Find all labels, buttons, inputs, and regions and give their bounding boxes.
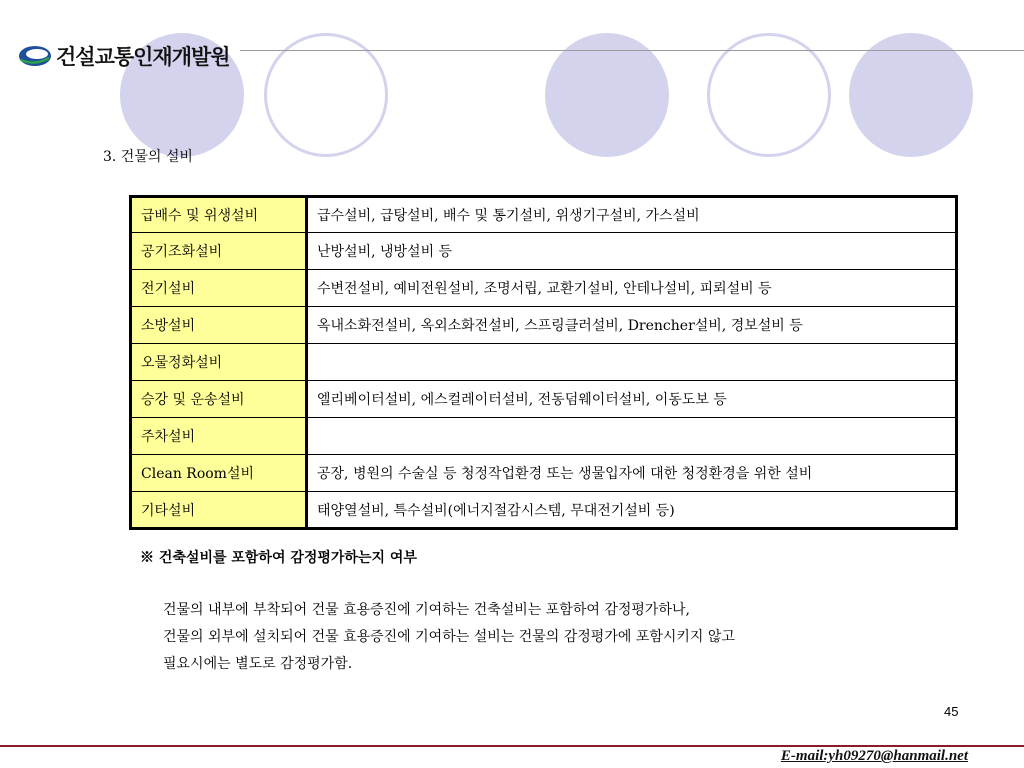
- description-cell: 엘리베이터설비, 에스컬레이터설비, 전동덤웨이터설비, 이동도보 등: [307, 381, 957, 418]
- decorative-circle-2: [264, 33, 388, 157]
- org-logo-icon: [18, 44, 52, 68]
- table-row: [131, 381, 957, 418]
- org-name: 건설교통인재개발원: [56, 45, 230, 69]
- section-title: 3. 건물의 설비: [103, 149, 193, 165]
- description-cell: 수변전설비, 예비전원설비, 조명서립, 교환기설비, 안테나설비, 피뢰설비 등: [307, 270, 957, 307]
- description-cell: [307, 344, 957, 381]
- note-paragraph: [163, 597, 735, 678]
- table-row: [131, 233, 957, 270]
- category-cell: 오물정화설비: [131, 344, 307, 381]
- table-row: [131, 344, 957, 381]
- footer-rule: [0, 745, 1024, 747]
- page-number: 45: [944, 704, 959, 719]
- note-line: 필요시에는 별도로 감정평가함.: [163, 656, 353, 672]
- description-cell: 태양열설비, 특수설비(에너지절감시스템, 무대전기설비 등): [307, 492, 957, 529]
- org-logo: [18, 40, 230, 72]
- category-cell: 승강 및 운송설비: [131, 381, 307, 418]
- table-row: [131, 418, 957, 455]
- description-cell: 난방설비, 냉방설비 등: [307, 233, 957, 270]
- category-cell: 주차설비: [131, 418, 307, 455]
- contact-email-link[interactable]: E-mail:yh09270@hanmail.net: [780, 748, 968, 764]
- table-row: [131, 197, 957, 233]
- decorative-circle-3: [545, 33, 669, 157]
- table-row: [131, 455, 957, 492]
- category-cell: 급배수 및 위생설비: [131, 197, 307, 233]
- decorative-circle-5: [849, 33, 973, 157]
- category-cell: 소방설비: [131, 307, 307, 344]
- category-cell: 공기조화설비: [131, 233, 307, 270]
- description-cell: 공장, 병원의 수술실 등 청정작업환경 또는 생물입자에 대한 청정환경을 위한 설비: [307, 455, 957, 492]
- header-rule: [240, 50, 1024, 51]
- table-row: [131, 307, 957, 344]
- facilities-table: [129, 195, 958, 530]
- category-cell: Clean Room설비: [131, 455, 307, 492]
- note-line: 건물의 내부에 부착되어 건물 효용증진에 기여하는 건축설비는 포함하여 감정평가하나,: [163, 602, 690, 618]
- description-cell: 옥내소화전설비, 옥외소화전설비, 스프링클러설비, Drencher설비, 경보설비 등: [307, 307, 957, 344]
- category-cell: 전기설비: [131, 270, 307, 307]
- category-cell: 기타설비: [131, 492, 307, 529]
- table-row: [131, 492, 957, 529]
- note-title: ※ 건축설비를 포함하여 감정평가하는지 여부: [140, 550, 417, 566]
- note-line: 건물의 외부에 설치되어 건물 효용증진에 기여하는 설비는 건물의 감정평가에 포함시키지 않고: [163, 629, 735, 645]
- description-cell: [307, 418, 957, 455]
- decorative-circle-4: [707, 33, 831, 157]
- description-cell: 급수설비, 급탕설비, 배수 및 통기설비, 위생기구설비, 가스설비: [307, 197, 957, 233]
- table-row: [131, 270, 957, 307]
